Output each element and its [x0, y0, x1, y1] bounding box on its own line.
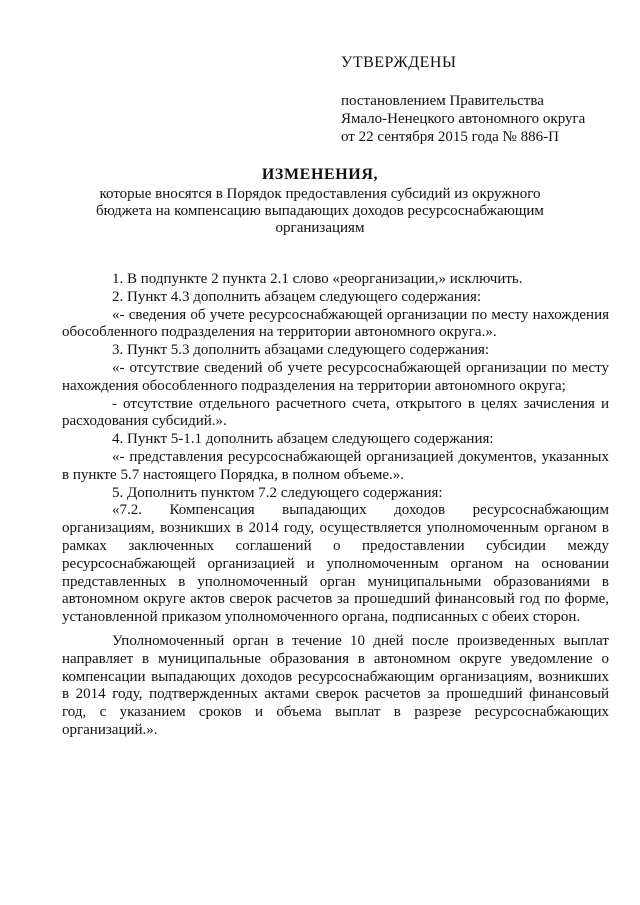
item-5-paragraph-b: Уполномоченный орган в течение 10 дней после произведенных выплат направляет в муниципальные образования в автономном округе уведомление о компенсации выпадающих доходов ресурсоснабжающим организациям, возникших в 2014 году, подтвержденных актами сверок расчетов за прошедший финансовый год, с указанием сроков и объема выплат в разрезе ресурсоснабжающих организаций.». — [62, 632, 609, 738]
item-2: 2. Пункт 4.3 дополнить абзацем следующего содержания: — [112, 288, 482, 305]
document-subtitle-line-1: которые вносятся в Порядок предоставления субсидий из окружного — [99, 186, 541, 202]
item-4: 4. Пункт 5-1.1 дополнить абзацем следующего содержания: — [112, 431, 494, 448]
item-5-paragraph-a: «7.2. Компенсация выпадающих доходов ресурсоснабжающим организациям, возникших в 2014 году, осуществляется уполномоченным органом в рамках заключенных соглашений о предоставлении субсидии между ресурсоснабжающей организацией и уполномоченным органом на основании представленных в уполномоченный орган муниципальными образованиями в автономном округе актов сверок расчетов за прошедший финансовый год по форме, установленной приказом уполномоченного органа, подписанных с обеих сторон. — [62, 502, 609, 626]
approval-line-3: от 22 сентября 2015 года № 886-П — [341, 129, 559, 145]
item-3: 3. Пункт 5.3 дополнить абзацами следующего содержания: — [112, 342, 490, 359]
approval-heading: УТВЕРЖДЕНЫ — [341, 54, 457, 71]
document-subtitle-line-3: организациям — [275, 220, 365, 236]
item-4-paragraph: «- представления ресурсоснабжающей организацией документов, указанных в пункте 5.7 настоящего Порядка, в полном объеме.». — [62, 448, 609, 483]
approval-line-2: Ямало-Ненецкого автономного округа — [341, 111, 586, 127]
document-body — [62, 271, 609, 740]
item-3-paragraph-a: «- отсутствие сведений об учете ресурсоснабжающей организации по месту нахождения обособленного подразделения на территории автономного округа; — [62, 359, 609, 394]
item-5: 5. Дополнить пунктом 7.2 следующего содержания: — [112, 484, 443, 501]
approval-block — [341, 54, 631, 146]
item-1: 1. В подпункте 2 пункта 2.1 слово «реорганизации,» исключить. — [112, 271, 523, 287]
item-2-paragraph: «- сведения об учете ресурсоснабжающей организации по месту нахождения обособленного подразделения на территории автономного округа.». — [62, 306, 609, 341]
document-subtitle-line-2: бюджета на компенсацию выпадающих доходов ресурсоснабжающим — [96, 203, 544, 219]
approval-line-1: постановлением Правительства — [341, 93, 544, 109]
document-title: ИЗМЕНЕНИЯ, — [261, 166, 379, 183]
document-title-block — [60, 165, 580, 237]
item-3-paragraph-b: - отсутствие отдельного расчетного счета, открытого в целях зачисления и расходования субсидий.». — [62, 395, 609, 430]
